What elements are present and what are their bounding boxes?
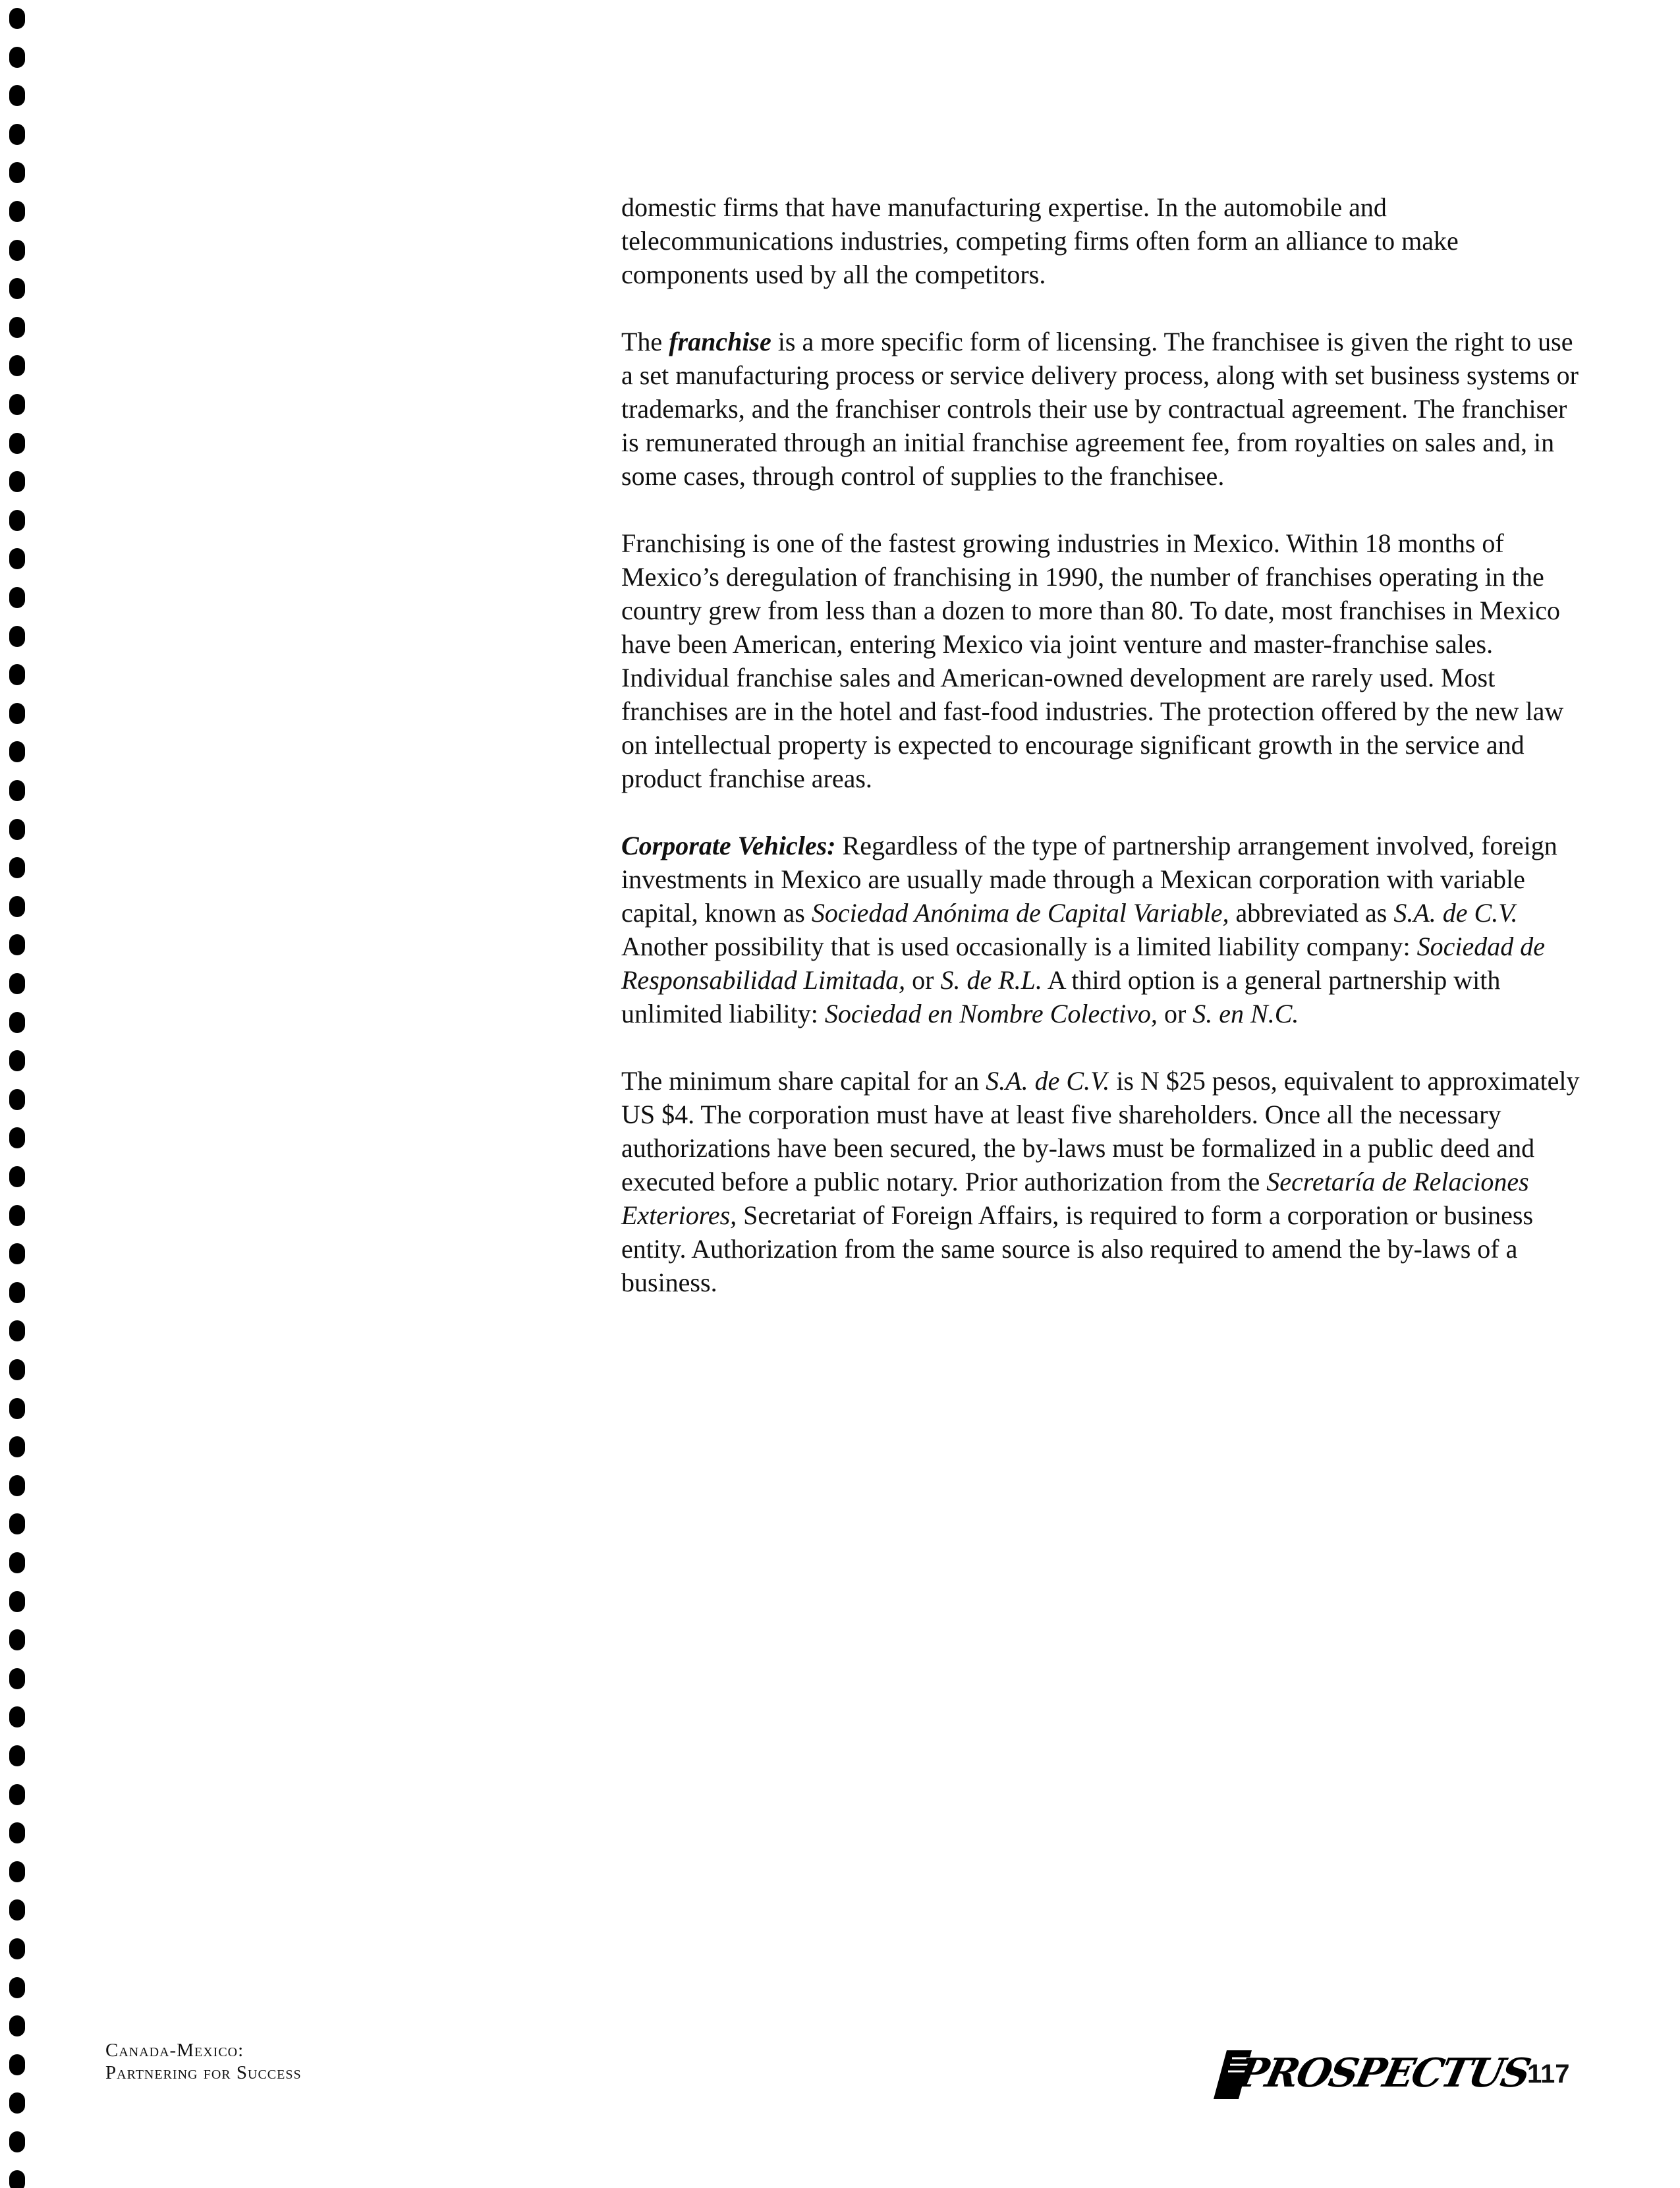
text-run: Regardless of the type of partnership arrangement involved, foreign investments in Mexico are usually made through a Mexican corporation with variable capital, known as <box>621 831 1557 928</box>
publication-title <box>105 2039 302 2084</box>
emphasis-term: S.A. de C.V. <box>986 1066 1110 1096</box>
binding-hole <box>9 1436 25 1457</box>
binding-hole <box>9 2015 25 2036</box>
binding-hole <box>9 1050 25 1071</box>
text-run: Another possibility that is used occasionally is a limited liability company: <box>621 932 1417 961</box>
binding-hole <box>9 1320 25 1341</box>
binding-hole <box>9 664 25 685</box>
binding-hole <box>9 278 25 299</box>
emphasis-term: Secretaría de Relaciones Exteriores, <box>621 1167 1529 1230</box>
binding-hole <box>9 587 25 608</box>
binding-hole <box>9 1127 25 1148</box>
binding-hole <box>9 896 25 917</box>
text-run: or <box>905 965 941 995</box>
spiral-binding <box>0 0 26 2188</box>
binding-hole <box>9 2131 25 2152</box>
emphasis-term: Sociedad de Responsabilidad Limitada, <box>621 932 1545 995</box>
binding-hole <box>9 741 25 762</box>
binding-hole <box>9 1591 25 1612</box>
prospectus-logo <box>1212 2048 1533 2107</box>
binding-hole <box>9 1861 25 1882</box>
binding-hole <box>9 703 25 724</box>
text-run: domestic firms that have manufacturing expertise. In the automobile and telecommunications industries, competing firms often form an alliance to make components used by all the competitors. <box>621 192 1459 289</box>
body-paragraph-4 <box>621 829 1583 1030</box>
binding-hole <box>9 1745 25 1766</box>
binding-hole <box>9 1359 25 1380</box>
binding-hole <box>9 1668 25 1689</box>
page-number: 117 <box>1527 2060 1570 2089</box>
text-run: Secretariat of Foreign Affairs, is required to form a corporation or business entity. Authorization from the same source is also required to amend the by-laws of a business. <box>621 1200 1534 1297</box>
binding-hole <box>9 1899 25 1921</box>
binding-hole <box>9 973 25 994</box>
text-run: or <box>1157 999 1193 1028</box>
logo-wordmark: PROSPECTUS <box>1233 2050 1533 2096</box>
binding-hole <box>9 780 25 801</box>
binding-hole <box>9 2054 25 2075</box>
emphasis-term: Sociedad Anónima de Capital Variable, <box>811 898 1229 928</box>
body-paragraph-2 <box>621 325 1583 493</box>
emphasis-term: S. en N.C. <box>1192 999 1299 1028</box>
text-run: The minimum share capital for an <box>621 1066 986 1096</box>
binding-hole <box>9 1784 25 1805</box>
binding-hole <box>9 1475 25 1496</box>
binding-hole <box>9 626 25 647</box>
text-run: is N $25 pesos, equivalent to approximately US $4. The corporation must have at least five shareholders. Once all the necessary authorizations have been secured, the by-laws must be formalized in a public deed and executed before a public notary. Prior authorization from the <box>621 1066 1580 1196</box>
binding-hole <box>9 1282 25 1303</box>
binding-hole <box>9 1089 25 1110</box>
binding-hole <box>9 1166 25 1187</box>
binding-hole <box>9 2092 25 2114</box>
binding-hole <box>9 510 25 531</box>
binding-hole <box>9 433 25 454</box>
emphasis-term: franchise <box>669 327 771 356</box>
binding-hole <box>9 124 25 145</box>
binding-hole <box>9 1822 25 1843</box>
text-run: is a more specific form of licensing. The franchisee is given the right to use a set manufacturing process or service delivery process, along with set business systems or trademarks, and the franchiser controls their use by contractual agreement. The franchiser is remunerated through an initial franchise agreement fee, from royalties on sales and, in some cases, through control of supplies to the franchisee. <box>621 327 1579 491</box>
body-paragraph-3 <box>621 526 1583 795</box>
binding-hole <box>9 1243 25 1264</box>
binding-hole <box>9 819 25 840</box>
binding-hole <box>9 162 25 183</box>
binding-hole <box>9 1552 25 1573</box>
binding-hole <box>9 1398 25 1419</box>
emphasis-term: S. de R.L. <box>940 965 1042 995</box>
binding-hole <box>9 1977 25 1998</box>
binding-hole <box>9 1706 25 1727</box>
binding-hole <box>9 1513 25 1534</box>
binding-hole <box>9 548 25 569</box>
binding-hole <box>9 355 25 376</box>
binding-hole <box>9 2170 25 2188</box>
binding-hole <box>9 1205 25 1226</box>
body-paragraph-1 <box>621 190 1583 291</box>
binding-hole <box>9 471 25 492</box>
body-paragraph-5 <box>621 1064 1583 1299</box>
page-body <box>621 190 1583 1333</box>
binding-hole <box>9 1012 25 1033</box>
binding-hole <box>9 1938 25 1959</box>
binding-hole <box>9 8 25 29</box>
text-run: The <box>621 327 669 356</box>
emphasis-term: Corporate Vehicles: <box>621 831 836 860</box>
binding-hole <box>9 85 25 106</box>
publication-title-line-2: Partnering for Success <box>105 2062 302 2083</box>
binding-hole <box>9 857 25 878</box>
publication-title-line-1: Canada-Mexico: <box>105 2040 244 2061</box>
binding-hole <box>9 1629 25 1650</box>
binding-hole <box>9 240 25 261</box>
binding-hole <box>9 394 25 415</box>
text-run: Franchising is one of the fastest growing industries in Mexico. Within 18 months of Mexico’s deregulation of franchising in 1990, the number of franchises operating in the country grew from less than a dozen to more than 80. To date, most franchises in Mexico have been American, entering Mexico via joint venture and master-franchise sales. Individual franchise sales and American-owned development are rarely used. Most franchises are in the hotel and fast-food industries. The protection offered by the new law on intellectual property is expected to encourage significant growth in the service and product franchise areas. <box>621 528 1564 793</box>
text-run: abbreviated as <box>1229 898 1394 928</box>
binding-hole <box>9 317 25 338</box>
text-run: A third option is a general partnership with unlimited liability: <box>621 965 1501 1028</box>
binding-hole <box>9 201 25 222</box>
emphasis-term: Sociedad en Nombre Colectivo, <box>824 999 1158 1028</box>
binding-hole <box>9 47 25 68</box>
binding-hole <box>9 934 25 955</box>
emphasis-term: S.A. de C.V. <box>1393 898 1518 928</box>
